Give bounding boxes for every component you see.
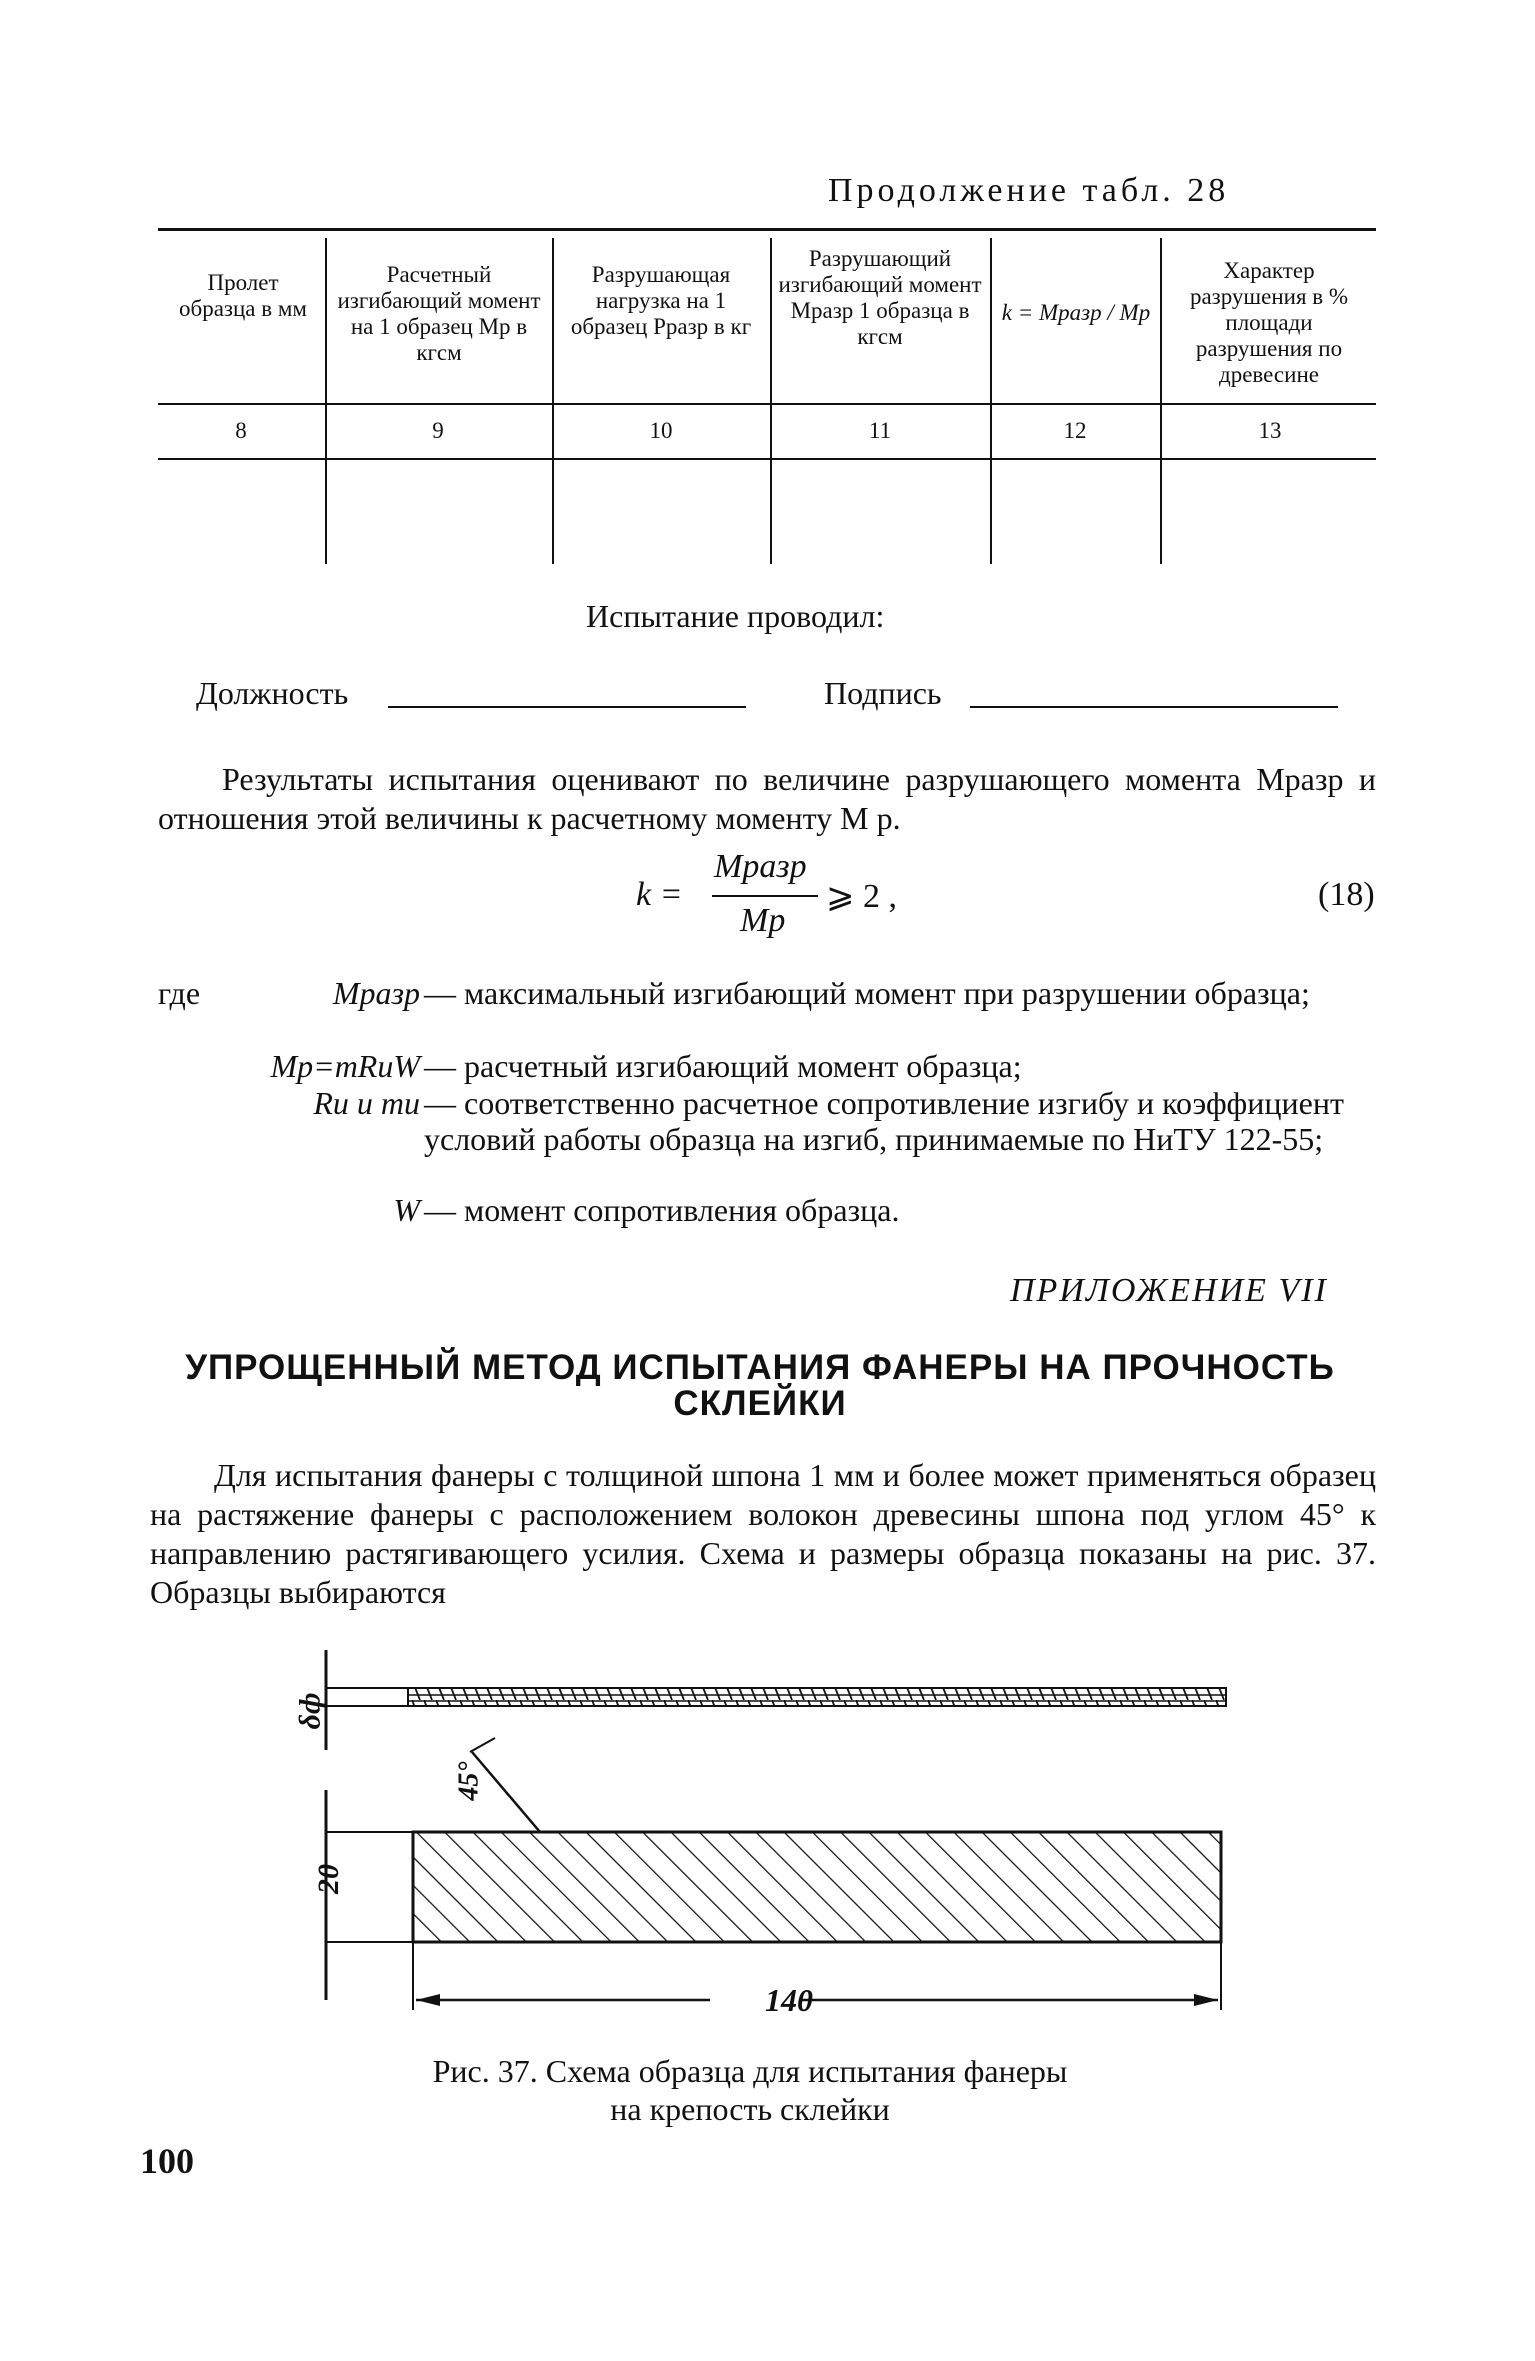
table-header-span: Пролет образца в мм <box>179 270 307 321</box>
definition-term: Mразр <box>332 975 420 1011</box>
table-col-number: 11 <box>868 418 892 443</box>
position-signature-line <box>388 706 746 708</box>
tested-by-label: Испытание проводил: <box>586 598 885 634</box>
definition-term: Rи и mи <box>313 1085 420 1121</box>
table-header-breaking-load: Разрушающая нагрузка на 1 образец Pразр в кг <box>570 262 752 339</box>
table-divider-5 <box>1160 238 1162 564</box>
appendix-title-line1: УПРОЩЕННЫЙ МЕТОД ИСПЫТАНИЯ ФАНЕРЫ НА ПРОЧНОСТЬ <box>185 1348 1335 1387</box>
table-divider-4 <box>990 238 992 564</box>
signature-line <box>970 706 1338 708</box>
table-continuation-label: Продолжение табл. 28 <box>828 172 1230 209</box>
formula-denominator: Mр <box>740 902 786 939</box>
definition-text: — максимальный изгибающий момент при разрушении образца; <box>424 975 1310 1011</box>
formula-fraction-bar <box>712 895 818 897</box>
position-label: Должность <box>196 675 349 711</box>
figure-caption-line1: Рис. 37. Схема образца для испытания фанеры <box>432 2053 1068 2089</box>
table-header-rule <box>158 403 1376 405</box>
table-divider-3 <box>770 238 772 564</box>
table-divider-2 <box>552 238 554 564</box>
angle-label: 45° <box>453 1761 485 1801</box>
table-divider-1 <box>325 238 327 564</box>
table-col-number: 13 <box>1258 418 1282 443</box>
specimen-diagram <box>280 1640 1240 2030</box>
table-col-number: 9 <box>432 418 444 443</box>
specimen-side-view <box>408 1688 1226 1706</box>
dim-length-label: 140 <box>765 1982 813 2018</box>
where-label: где <box>158 975 201 1011</box>
table-col-number: 12 <box>1063 418 1087 443</box>
appendix-paragraph: Для испытания фанеры с толщиной шпона 1 мм и более может применяться образец на растяжение фанеры с расположением волокон древесины шпона под углом 45° к направлению растягивающего усилия. Схема и размеры образца показаны на рис. 37. Образцы выбираются <box>150 1457 1376 1610</box>
appendix-title-line2: СКЛЕЙКИ <box>673 1384 847 1423</box>
table-col-number: 8 <box>235 418 247 443</box>
definition-text: — момент сопротивления образца. <box>424 1192 900 1228</box>
definition-text: — расчетный изгибающий момент образца; <box>424 1048 1022 1084</box>
formula-number: (18) <box>1318 876 1375 913</box>
definition-term: W <box>393 1192 420 1228</box>
appendix-label: ПРИЛОЖЕНИЕ VII <box>1010 1272 1328 1309</box>
table-header-breaking-moment: Разрушающий изгибающий момент Mразр 1 образца в кгсм <box>778 246 982 349</box>
table-header-ratio-k: k = Mразр / Mр <box>1001 300 1151 325</box>
page-number: 100 <box>140 2141 194 2181</box>
table-header-failure-character: Характер разрушения в % площади разрушения по древесине <box>1189 258 1349 387</box>
table-header-design-moment: Расчетный изгибающий момент на 1 образец Mр в кгсм <box>337 262 541 365</box>
specimen-plan-view <box>413 1832 1221 1942</box>
results-paragraph: Результаты испытания оценивают по величине разрушающего момента Mразр и отношения этой величины к расчетному моменту M р. <box>158 761 1376 836</box>
figure-caption-line2: на крепость склейки <box>610 2091 890 2127</box>
formula-numerator: Mразр <box>714 848 807 885</box>
signature-label: Подпись <box>824 675 942 711</box>
formula-rhs: ⩾ 2 , <box>826 878 897 915</box>
dim-width-label: 20 <box>312 1864 345 1894</box>
definition-term: Mр=mRиW <box>270 1048 420 1084</box>
dim-thickness-label: δф <box>293 1692 327 1730</box>
table-top-rule <box>158 228 1376 231</box>
table-col-number: 10 <box>649 418 673 443</box>
table-number-rule <box>158 458 1376 460</box>
definition-text: — соответственно расчетное сопротивление изгибу и коэффициент условий работы образца на изгиб, принимаемые по НиТУ 122-55; <box>424 1085 1344 1157</box>
formula-lhs: k = <box>636 876 683 913</box>
